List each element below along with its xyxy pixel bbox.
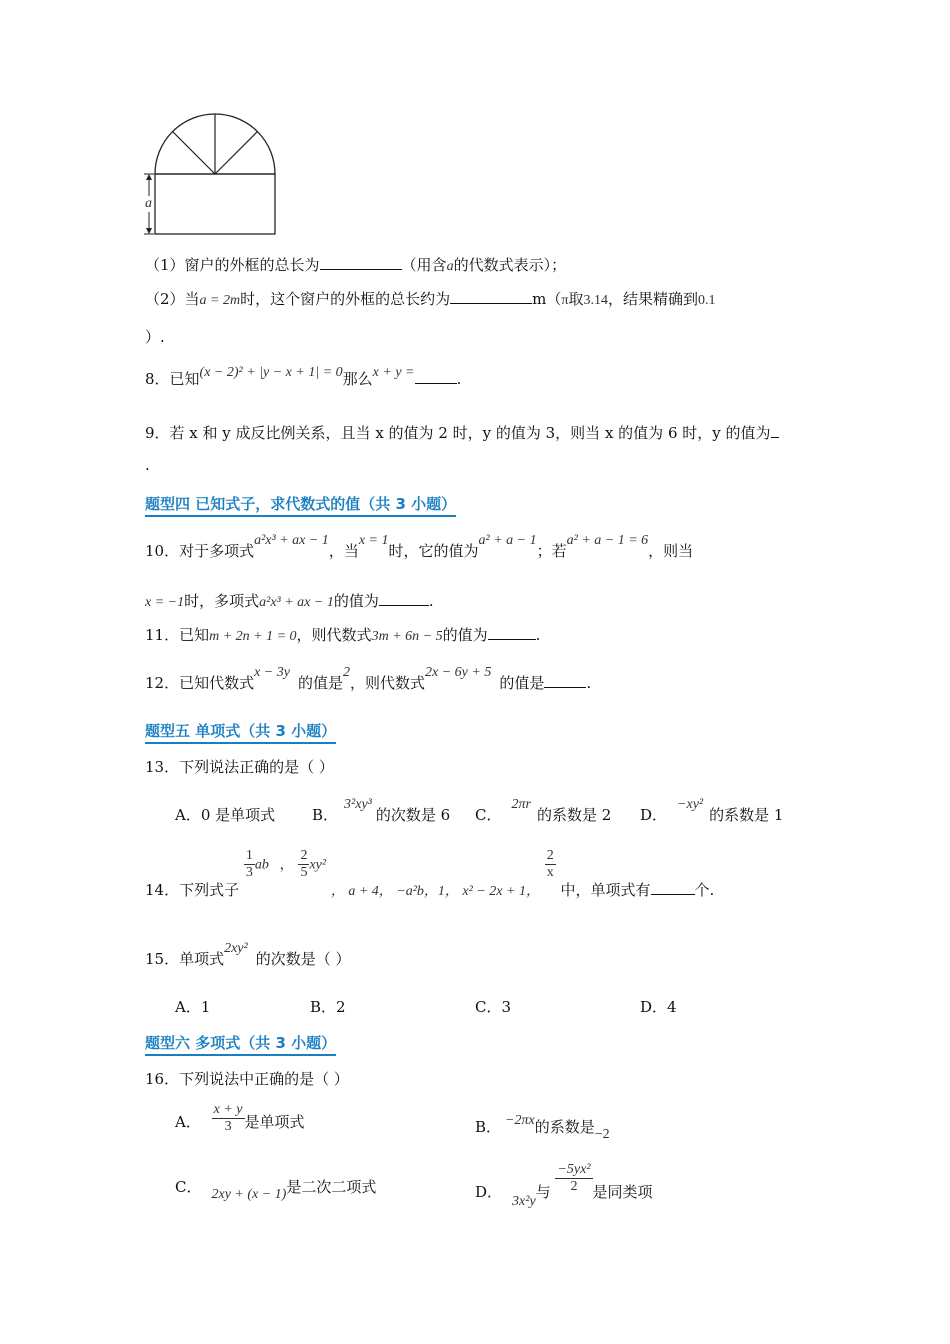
question-15: 15．单项式2xy²的次数是（ ） [145, 941, 351, 968]
question-13-stem: 13．下列说法正确的是（ ） [145, 758, 334, 776]
q16-option-b: B． −2πx的系数是−2 [475, 1113, 610, 1142]
q13-option-c: C．2πr的系数是 2 [475, 797, 612, 824]
answer-blank [771, 423, 779, 438]
q15-option-d: D．4 [640, 998, 677, 1016]
answer-blank [544, 673, 586, 688]
section-title-4: 题型四 已知式子，求代数式的值（共 3 小题） [145, 493, 456, 517]
answer-blank [379, 591, 429, 606]
section-title-6: 题型六 多项式（共 3 小题） [145, 1032, 336, 1056]
q15-option-a: A．1 [175, 998, 211, 1016]
q7-part2: （2）当a = 2m时，这个窗户的外框的总长约为 m（π取3.14，结果精确到0.1 [145, 290, 716, 308]
question-10-line2: x = −1时，多项式a²x³ + ax − 1的值为 . [145, 592, 434, 610]
question-10: 10．对于多项式a²x³ + ax − 1，当x = 1时，它的值为a² + a − 1；若a² + a − 1 = 6，则当 [145, 533, 694, 560]
question-11: 11．已知m + 2n + 1 = 0，则代数式3m + 6n − 5的值为 . [145, 626, 541, 644]
q13-option-b: B．3²xy³的次数是 6 [312, 797, 451, 824]
question-16-stem: 16．下列说法中正确的是（ ） [145, 1070, 349, 1088]
fraction: $\frac{1}{3}$ [245, 848, 253, 880]
window-figure [140, 108, 280, 238]
fraction: $\frac{2}{5}$ [300, 848, 308, 880]
q13-option-d: D．−xy²的系数是 1 [640, 797, 784, 824]
fraction: $\frac{2}{x}$ [546, 848, 554, 880]
answer-blank [651, 880, 695, 895]
q16-option-d: D．3x²y与 $\frac{\text{−5yx²}}{2}$ 是同类项 [475, 1162, 653, 1209]
answer-blank [415, 369, 457, 384]
answer-blank [320, 255, 402, 270]
question-9: 9．若 x 和 y 成反比例关系，且当 x 的值为 2 时，y 的值为 3，则当 x 的值为 6 时，y 的值为 [145, 422, 779, 443]
section-title-5: 题型五 单项式（共 3 小题） [145, 720, 336, 744]
q16-option-a: A． $\frac{x + y}{3}$ 是单项式 [175, 1102, 305, 1134]
q16-option-c: C． 2xy + (x − 1)是二次二项式 [175, 1178, 377, 1202]
fraction: $\frac{\text{−5yx²}}{2}$ [557, 1162, 591, 1194]
q13-option-a: A．0 是单项式 [175, 806, 276, 824]
answer-blank [450, 289, 532, 304]
question-9-tail: . [145, 456, 150, 474]
q15-option-b: B．2 [310, 998, 346, 1016]
q15-option-c: C．3 [475, 998, 512, 1016]
q7-part1: （1）窗户的外框的总长为 （用含a的代数式表示）； [145, 256, 567, 274]
figure-label-a: a [145, 196, 152, 211]
q7-part2-end: ）. [145, 328, 165, 346]
question-8: 8．已知(x − 2)² + |y − x + 1| = 0那么x + y = . [145, 365, 462, 388]
fraction: $\frac{x + y}{3}$ [213, 1102, 243, 1134]
question-12: 12．已知代数式x − 3y的值是2，则代数式2x − 6y + 5的值是 . [145, 665, 592, 692]
answer-blank [488, 625, 536, 640]
question-14: 14．下列式子 $\frac{1}{3}$ ab ， $\frac{2}{5}$ xy² ， a + 4， −a²b，1， x² − 2x + 1， $\frac{2}{x}$ 中，单项式有 个. [145, 848, 715, 899]
